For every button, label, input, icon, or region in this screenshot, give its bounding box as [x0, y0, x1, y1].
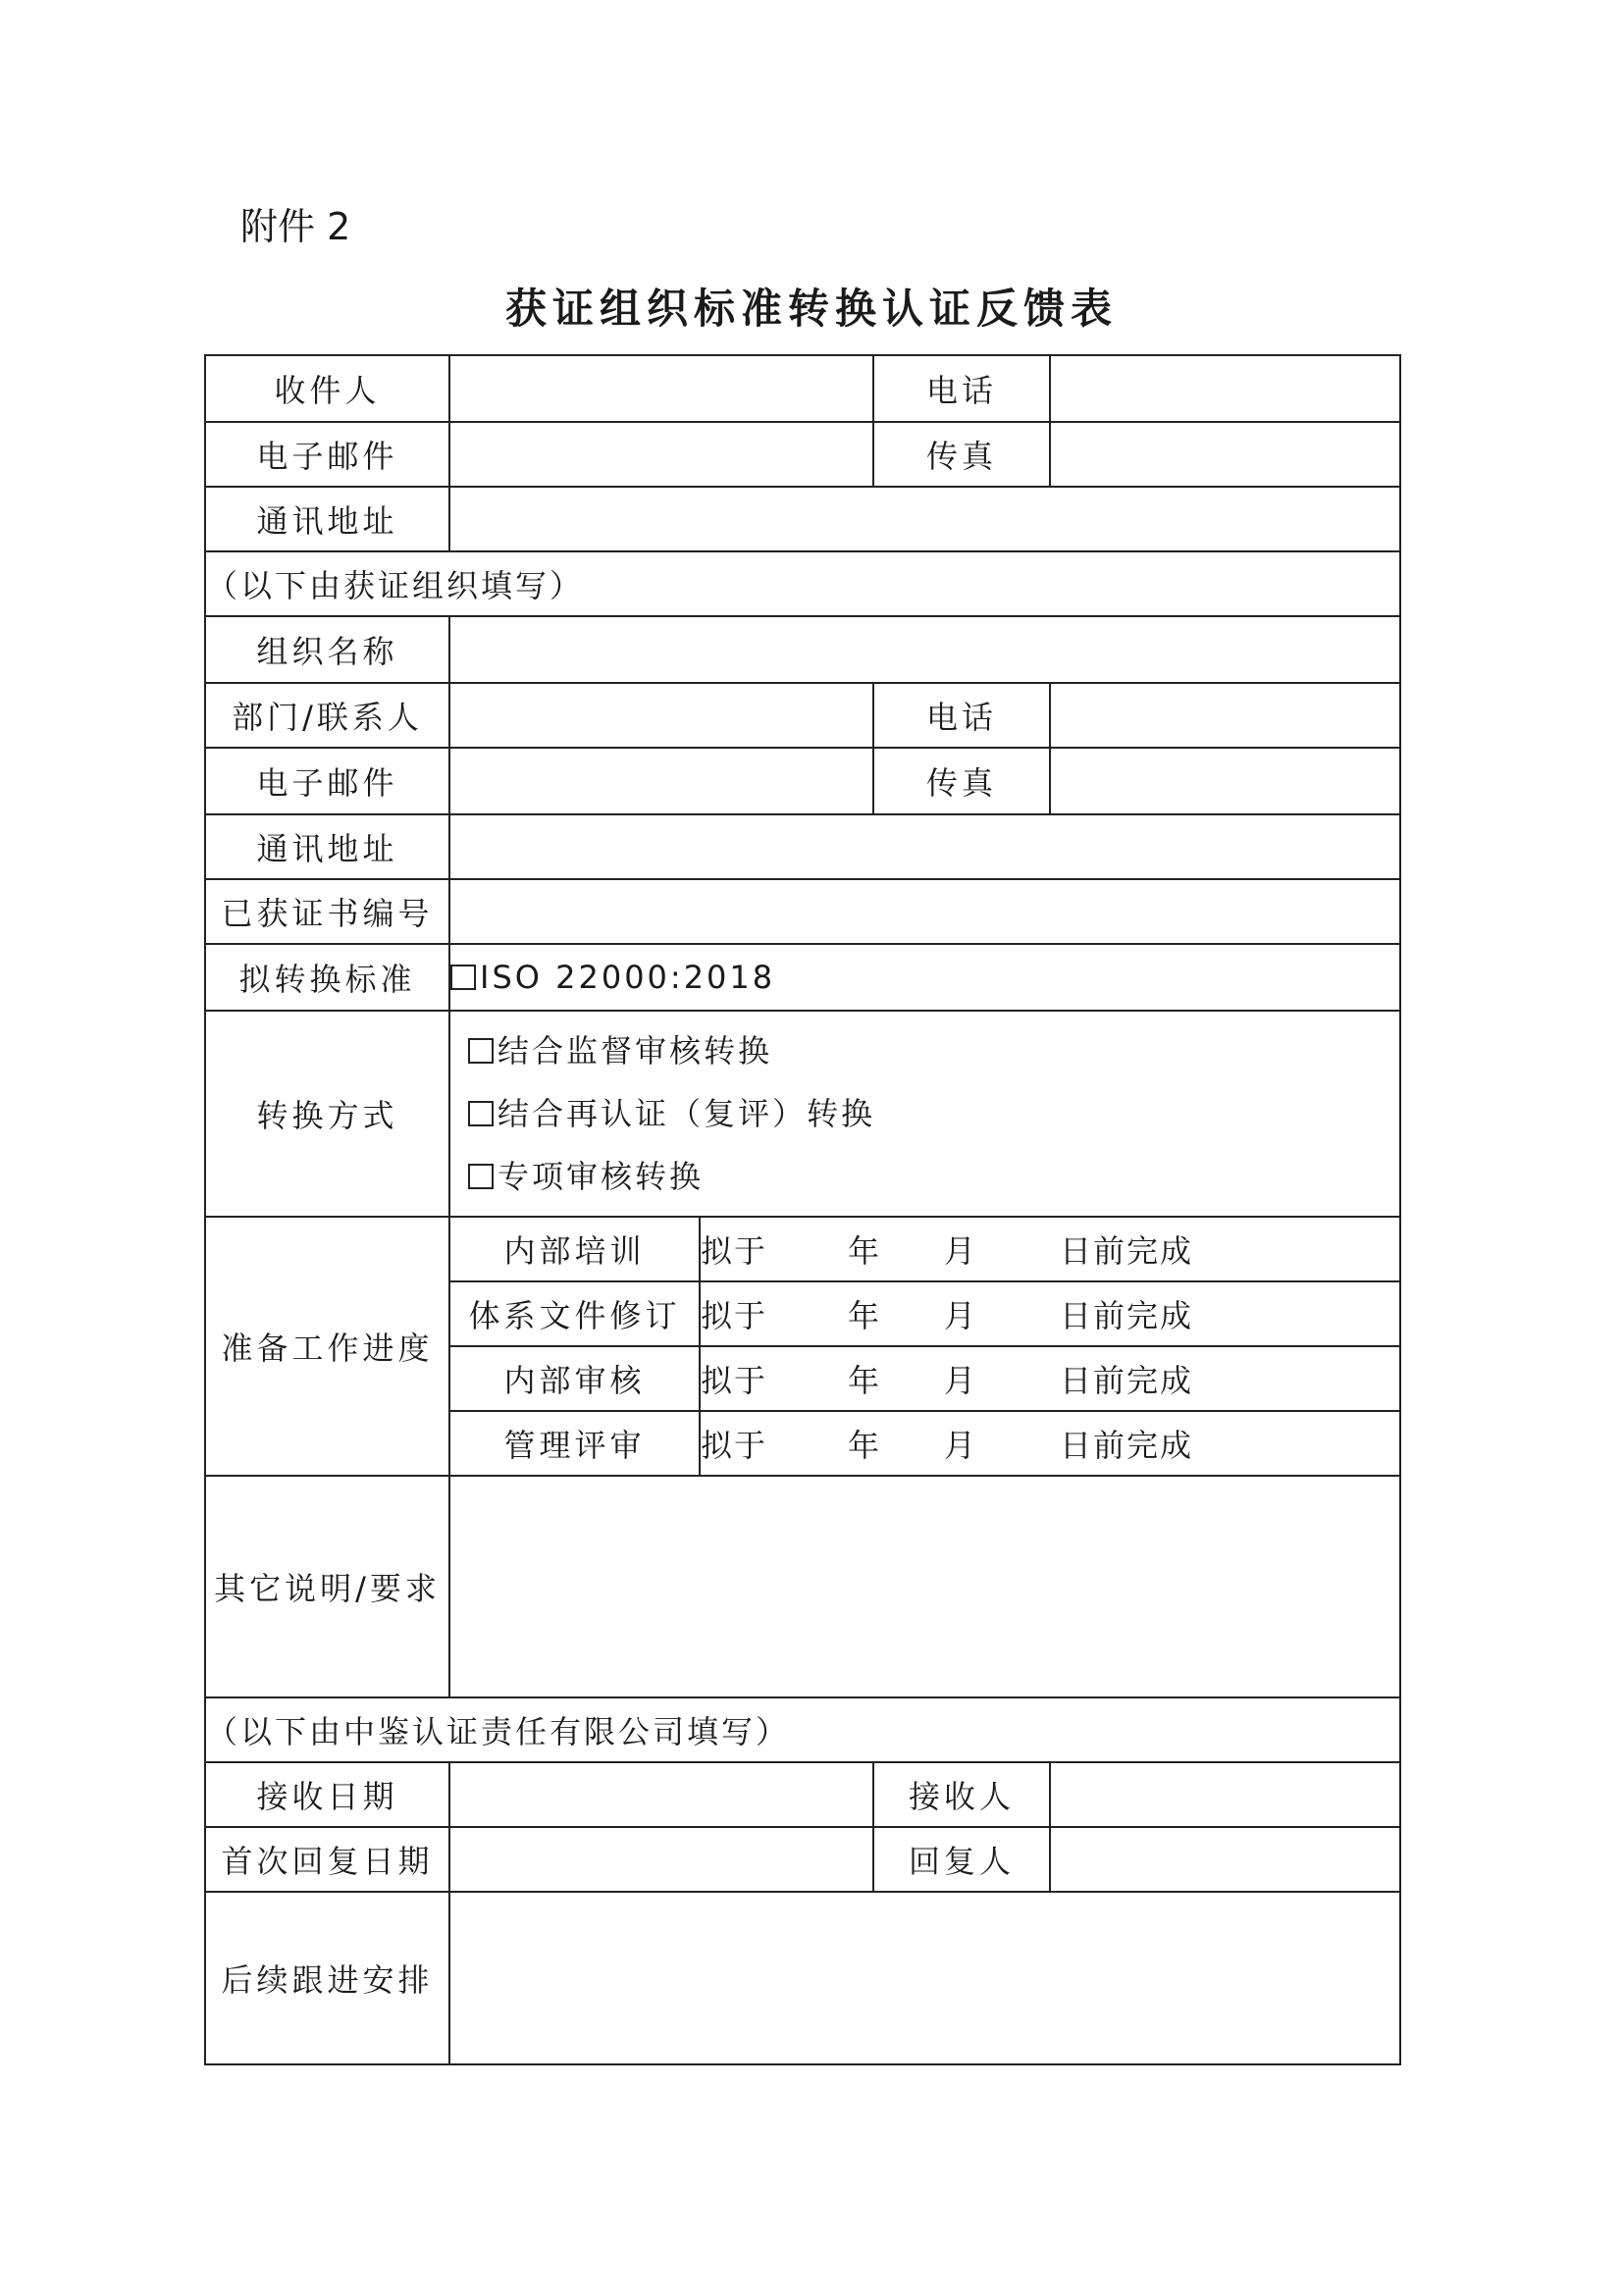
- prep-item-training: 内部培训: [449, 1217, 700, 1281]
- prep-plan-text: 拟于: [701, 1232, 768, 1270]
- first-reply-date-field[interactable]: [449, 1827, 873, 1892]
- prep-progress-row[interactable]: [700, 1346, 1400, 1411]
- feedback-form: [204, 354, 1401, 2065]
- cert-number-field[interactable]: [449, 879, 1400, 944]
- recipient-email-label: 电子邮件: [205, 422, 449, 487]
- org-phone-field[interactable]: [1050, 683, 1400, 748]
- prep-item-internal-audit: 内部审核: [449, 1346, 700, 1411]
- prep-month-text: 月: [944, 1297, 978, 1334]
- other-notes-label: 其它说明/要求: [205, 1476, 449, 1697]
- org-fax-field[interactable]: [1050, 748, 1400, 814]
- method-options: [449, 1011, 1400, 1217]
- followup-label: 后续跟进安排: [205, 1892, 449, 2064]
- annex-label: 附件 2: [240, 205, 351, 248]
- method-option-surveillance[interactable]: [450, 1019, 1399, 1082]
- prep-plan-text: 拟于: [701, 1427, 768, 1464]
- org-dept-field[interactable]: [449, 683, 873, 748]
- org-name-label: 组织名称: [205, 616, 449, 683]
- recipient-label: 收件人: [205, 355, 449, 422]
- recipient-phone-field[interactable]: [1050, 355, 1400, 422]
- recipient-fax-label: 传真: [873, 422, 1050, 487]
- org-section-header: （以下由获证组织填写）: [205, 551, 1400, 616]
- prep-plan-text: 拟于: [701, 1297, 768, 1334]
- standard-option-text: ISO 22000:2018: [480, 959, 776, 996]
- method-option-recertification[interactable]: [450, 1082, 1399, 1145]
- prep-item-doc-revision: 体系文件修订: [449, 1281, 700, 1346]
- prep-year-text: 年: [848, 1297, 882, 1334]
- org-phone-label: 电话: [873, 683, 1050, 748]
- recipient-field[interactable]: [449, 355, 873, 422]
- prep-year-text: 年: [848, 1427, 882, 1464]
- prep-year-text: 年: [848, 1232, 882, 1270]
- org-dept-label: 部门/联系人: [205, 683, 449, 748]
- checkbox-iso22000[interactable]: [450, 965, 476, 990]
- receive-date-label: 接收日期: [205, 1762, 449, 1827]
- receiver-label: 接收人: [873, 1762, 1050, 1827]
- receive-date-field[interactable]: [449, 1762, 873, 1827]
- prep-progress-row[interactable]: [700, 1217, 1400, 1281]
- method-option-label: 专项审核转换: [497, 1158, 705, 1195]
- prep-year-text: 年: [848, 1362, 882, 1399]
- replier-field[interactable]: [1050, 1827, 1400, 1892]
- recipient-address-label: 通讯地址: [205, 487, 449, 551]
- recipient-email-field[interactable]: [449, 422, 873, 487]
- page-title: 获证组织标准转换认证反馈表: [504, 285, 1118, 333]
- standard-label: 拟转换标准: [205, 944, 449, 1011]
- org-email-field[interactable]: [449, 748, 873, 814]
- replier-label: 回复人: [873, 1827, 1050, 1892]
- org-email-label: 电子邮件: [205, 748, 449, 814]
- cnc-section-header: （以下由中鉴认证责任有限公司填写）: [205, 1697, 1400, 1762]
- org-fax-label: 传真: [873, 748, 1050, 814]
- first-reply-date-label: 首次回复日期: [205, 1827, 449, 1892]
- prep-progress-row[interactable]: [700, 1281, 1400, 1346]
- prep-done-text: 日前完成: [1060, 1297, 1194, 1334]
- prep-progress-row[interactable]: [700, 1411, 1400, 1476]
- other-notes-field[interactable]: [449, 1476, 1400, 1697]
- prep-month-text: 月: [944, 1362, 978, 1399]
- prep-done-text: 日前完成: [1060, 1362, 1194, 1399]
- org-name-field[interactable]: [449, 616, 1400, 683]
- followup-field[interactable]: [449, 1892, 1400, 2064]
- method-label: 转换方式: [205, 1011, 449, 1217]
- prep-month-text: 月: [944, 1427, 978, 1464]
- recipient-phone-label: 电话: [873, 355, 1050, 422]
- recipient-fax-field[interactable]: [1050, 422, 1400, 487]
- prep-done-text: 日前完成: [1060, 1232, 1194, 1270]
- org-address-field[interactable]: [449, 814, 1400, 879]
- prep-item-management-review: 管理评审: [449, 1411, 700, 1476]
- method-option-label: 结合再认证（复评）转换: [497, 1095, 876, 1132]
- checkbox-recertification[interactable]: [468, 1101, 494, 1126]
- receiver-field[interactable]: [1050, 1762, 1400, 1827]
- checkbox-surveillance[interactable]: [468, 1038, 494, 1064]
- method-option-special[interactable]: [450, 1145, 1399, 1208]
- method-option-label: 结合监督审核转换: [497, 1032, 773, 1070]
- prep-plan-text: 拟于: [701, 1362, 768, 1399]
- recipient-address-field[interactable]: [449, 487, 1400, 551]
- standard-option[interactable]: [449, 944, 1400, 1011]
- prep-month-text: 月: [944, 1232, 978, 1270]
- prep-done-text: 日前完成: [1060, 1427, 1194, 1464]
- org-address-label: 通讯地址: [205, 814, 449, 879]
- checkbox-special[interactable]: [468, 1164, 494, 1189]
- prep-progress-label: 准备工作进度: [205, 1217, 449, 1476]
- cert-number-label: 已获证书编号: [205, 879, 449, 944]
